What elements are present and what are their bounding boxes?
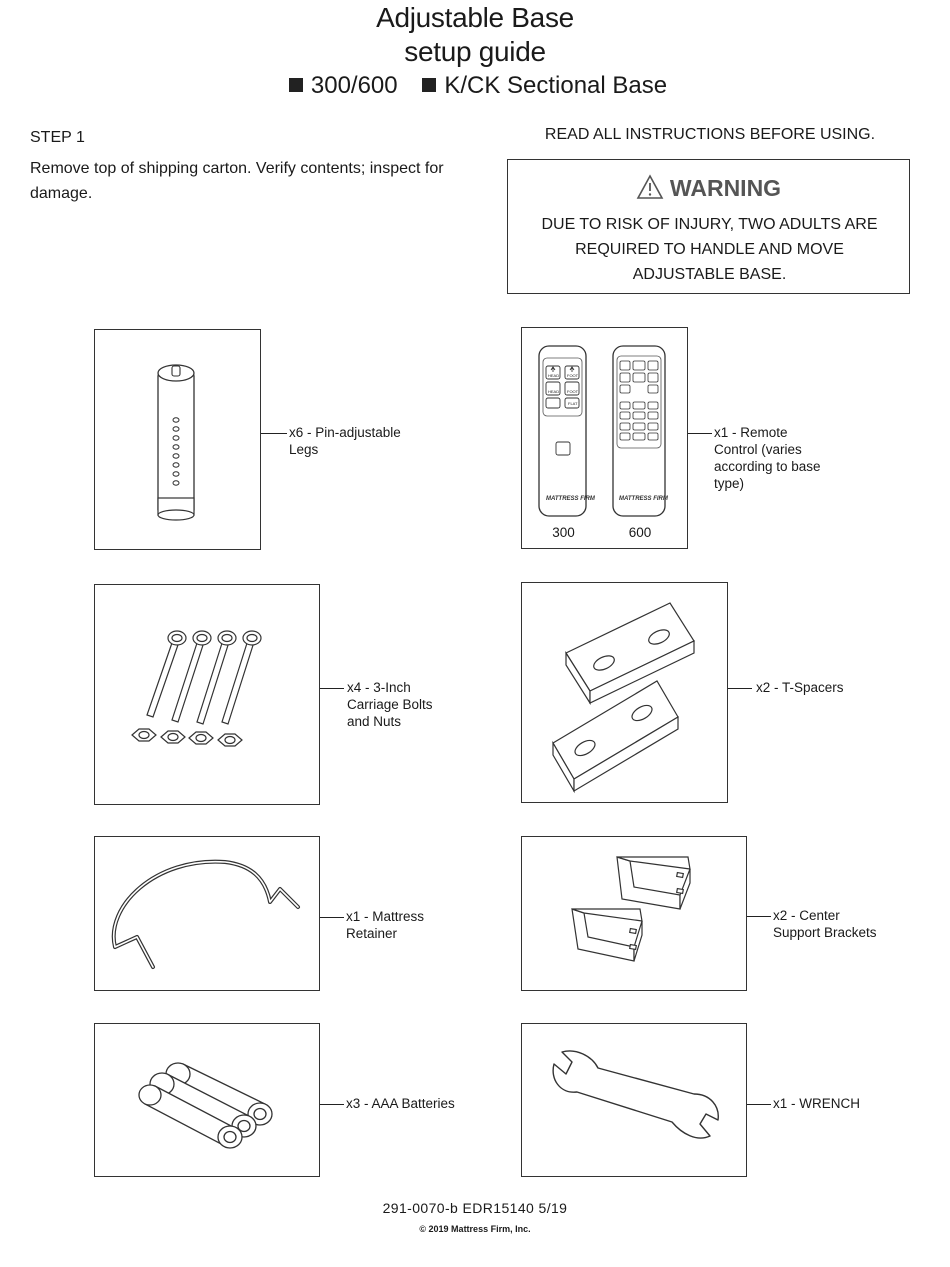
mattress-retainer-illustration: [95, 837, 319, 990]
svg-text:MATTRESS FIRM: MATTRESS FIRM: [619, 496, 668, 502]
wrench-illustration: [522, 1024, 746, 1176]
brackets-leader-line: [747, 916, 771, 917]
spacers-panel: [521, 582, 728, 803]
step-text: Remove top of shipping carton. Verify contents; inspect for damage.: [30, 160, 444, 202]
t-spacers-illustration: [522, 583, 727, 802]
page-title: Adjustable Base: [376, 2, 574, 33]
batteries-leader-line: [320, 1104, 344, 1105]
svg-text:FLAT: FLAT: [568, 401, 578, 406]
wrench-label: x1 - WRENCH: [773, 1096, 860, 1111]
batteries-panel: [94, 1023, 320, 1177]
legs-leader-line: [261, 433, 287, 434]
square-bullet-icon: [422, 78, 436, 92]
square-bullet-icon: [289, 78, 303, 92]
aaa-batteries-illustration: [95, 1024, 319, 1176]
svg-text:HEAD: HEAD: [548, 389, 560, 394]
warning-text: DUE TO RISK OF INJURY, TWO ADULTS ARE REQUIRED TO HANDLE AND MOVE ADJUSTABLE BASE.: [541, 216, 878, 283]
spacers-label: x2 - T-Spacers: [756, 680, 844, 695]
retainer-label: x1 - Mattress Retainer: [346, 909, 425, 941]
warning-triangle-icon: [636, 174, 664, 200]
bolts-panel: [94, 584, 320, 805]
model-b: K/CK Sectional Base: [444, 72, 668, 99]
center-brackets-illustration: [522, 837, 746, 990]
brackets-panel: [521, 836, 747, 991]
legs-panel: [94, 329, 261, 550]
pin-leg-illustration: [95, 330, 260, 549]
retainer-panel: [94, 836, 320, 991]
step-heading: STEP 1: [30, 129, 85, 146]
bolts-label: x4 - 3-Inch Carriage Bolts and Nuts: [347, 680, 433, 729]
page-subtitle: setup guide: [404, 36, 546, 67]
remote-leader-line: [688, 433, 712, 434]
warning-box: [507, 159, 910, 294]
wrench-leader-line: [747, 1104, 771, 1105]
remote-illustration: [522, 328, 687, 518]
remote-300-label: 300: [552, 525, 575, 540]
spacers-leader-line: [728, 688, 752, 689]
remote-label: x1 - Remote Control (varies according to base type): [714, 425, 821, 491]
remote-panel: [521, 327, 688, 549]
document-code: 291-0070-b EDR15140 5/19: [382, 1200, 568, 1216]
model-a: 300/600: [310, 72, 398, 99]
svg-text:MATTRESS FIRM: MATTRESS FIRM: [546, 496, 595, 502]
batteries-label: x3 - AAA Batteries: [346, 1096, 455, 1111]
read-instructions-notice: READ ALL INSTRUCTIONS BEFORE USING.: [544, 126, 876, 143]
retainer-leader-line: [320, 917, 344, 918]
bolts-leader-line: [320, 688, 344, 689]
svg-text:FOOT: FOOT: [567, 373, 579, 378]
copyright: © 2019 Mattress Firm, Inc.: [419, 1224, 531, 1234]
wrench-panel: [521, 1023, 747, 1177]
brackets-label: x2 - Center Support Brackets: [773, 908, 877, 940]
remote-600-label: 600: [628, 525, 652, 540]
svg-text:HEAD: HEAD: [548, 373, 560, 378]
svg-text:FOOT: FOOT: [567, 389, 579, 394]
warning-heading-text: WARNING: [669, 175, 782, 201]
carriage-bolts-illustration: [95, 585, 319, 804]
warning-heading: [508, 174, 909, 202]
model-list: [0, 72, 950, 100]
legs-label: x6 - Pin-adjustable Legs: [289, 425, 401, 457]
